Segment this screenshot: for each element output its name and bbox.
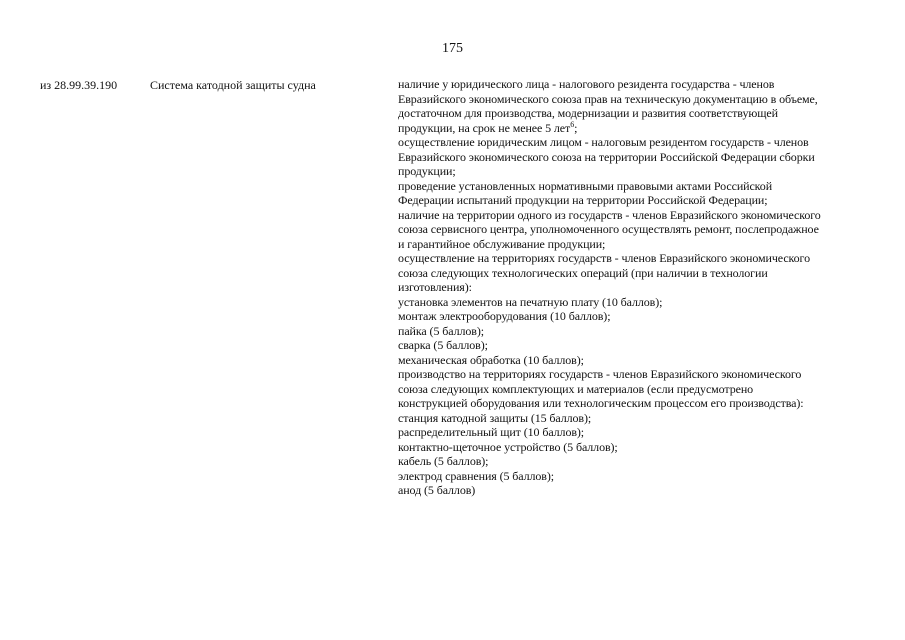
requirement-line-with-footnote — [398, 121, 878, 136]
requirement-line: контактно-щеточное устройство (5 баллов); — [398, 439, 618, 454]
requirement-line: кабель (5 баллов); — [398, 454, 489, 468]
requirement-line: станция катодной защиты (15 баллов); — [398, 410, 592, 425]
requirement-line: установка элементов на печатную плату (10 баллов); — [398, 294, 663, 309]
requirement-line: Евразийского экономического союза на территории Российской Федерации сборки — [398, 149, 815, 164]
requirement-line: анод (5 баллов) — [398, 483, 476, 497]
requirement-line: сварка (5 баллов); — [398, 338, 488, 352]
requirement-line: осуществление юридическим лицом - налоговым резидентом государств - членов — [398, 135, 809, 149]
product-name: Система катодной защиты судна — [150, 78, 316, 92]
requirement-line: наличие на территории одного из государств - членов Евразийского экономического — [398, 207, 821, 222]
requirement-line: наличие у юридического лица - налогового резидента государства - членов — [398, 77, 775, 91]
requirement-line-text: продукции, на срок не менее 5 лет — [398, 120, 571, 135]
page-number: 175 — [442, 41, 463, 56]
requirement-line: осуществление на территориях государств - членов Евразийского экономического — [398, 251, 810, 265]
requirement-line: Евразийского экономического союза прав на техническую документацию в объеме, — [398, 91, 818, 106]
requirement-line: конструкцией оборудования или технологическим процессом его производства): — [398, 396, 804, 410]
requirement-line: изготовления): — [398, 280, 472, 294]
requirement-line: монтаж электрооборудования (10 баллов); — [398, 309, 611, 323]
requirement-line: союза следующих технологических операций (при наличии в технологии — [398, 265, 768, 280]
requirements-text — [398, 77, 878, 498]
requirement-line: пайка (5 баллов); — [398, 323, 484, 338]
footnote-suffix: ; — [574, 120, 578, 135]
requirement-line: продукции; — [398, 164, 456, 178]
requirement-line: механическая обработка (10 баллов); — [398, 352, 584, 367]
footnote-mark: 6 — [570, 119, 575, 129]
requirement-line: союза следующих комплектующих и материалов (если предусмотрено — [398, 381, 754, 396]
requirement-line: распределительный щит (10 баллов); — [398, 425, 585, 439]
requirement-line: проведение установленных нормативными правовыми актами Российской — [398, 178, 773, 193]
requirement-line: союза сервисного центра, уполномоченного осуществлять ремонт, послепродажное — [398, 222, 819, 236]
product-code: из 28.99.39.190 — [40, 78, 118, 92]
requirement-line: Федерации испытаний продукции на территории Российской Федерации; — [398, 193, 768, 207]
requirement-line: и гарантийное обслуживание продукции; — [398, 236, 606, 251]
requirement-line: электрод сравнения (5 баллов); — [398, 468, 555, 483]
requirement-line: производство на территориях государств - членов Евразийского экономического — [398, 367, 802, 381]
requirement-line: достаточном для производства, модернизации и развития соответствующей — [398, 106, 778, 120]
